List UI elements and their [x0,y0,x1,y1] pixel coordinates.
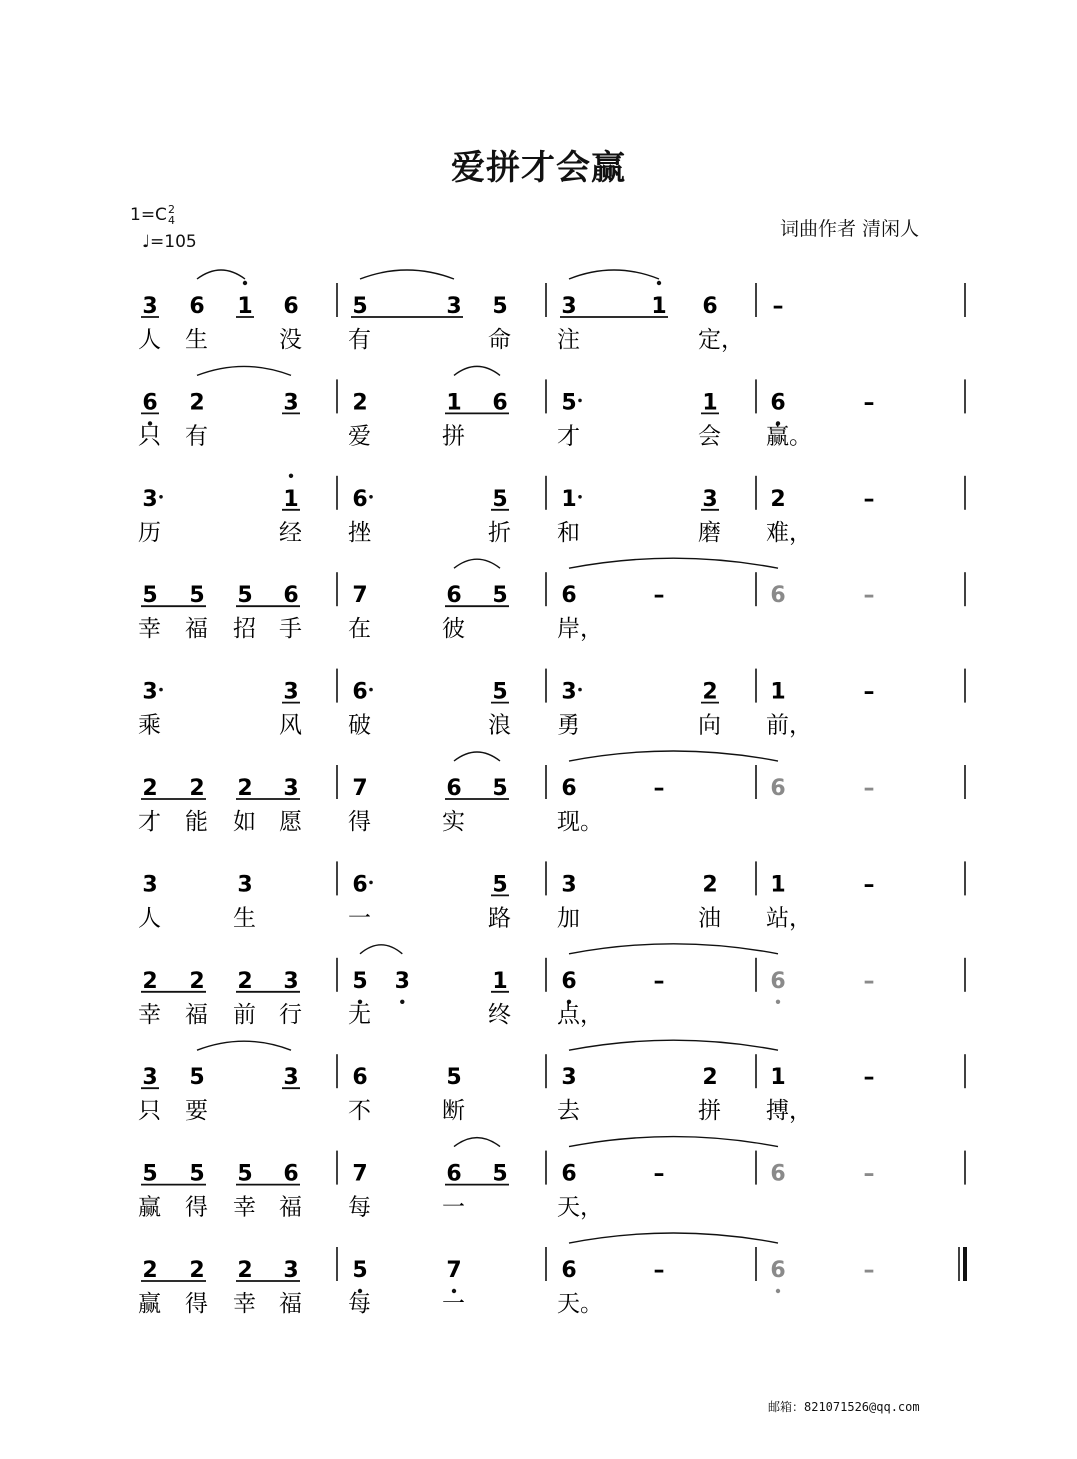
lyric: 天。 [557,1291,603,1317]
lyric: 拼 [442,423,465,450]
lyric: 愿 [279,809,302,835]
slur [197,1041,291,1050]
note: 5 [492,583,508,609]
lyric: 乘 [138,712,161,739]
note: 2 [237,1258,253,1283]
augmentation-dot [578,399,582,403]
note: 2 [770,486,786,512]
lyric: 幸 [138,616,161,643]
slur [454,1138,500,1147]
note: 1 [237,294,253,319]
time-numerator: 2 [167,203,175,216]
dash-note: – [653,968,665,994]
note: 5 [446,1065,462,1091]
note: 3 [142,872,158,898]
augmentation-dot [159,495,163,499]
dash-note: – [863,1258,875,1283]
dash-note: – [653,1258,665,1283]
note: 1 [651,294,667,319]
dash-note: – [863,776,875,801]
lyric: 幸 [233,1291,256,1317]
tie [569,1040,778,1050]
lyric: 注 [557,327,580,353]
lyric: 路 [488,905,511,932]
note: 3 [142,294,158,319]
tie [569,1137,778,1147]
score-row [138,861,965,931]
tempo-value: =105 [150,232,197,252]
note: 1 [770,1065,786,1091]
note: 3 [394,968,410,994]
note: 2 [352,390,368,416]
low-octave-dot [776,1000,780,1004]
note: 3 [237,872,253,898]
slur [454,752,500,761]
time-denominator: 4 [167,214,175,227]
note: 6 [770,1258,786,1283]
slur [197,270,245,279]
slur [454,559,500,568]
note: 6 [189,294,205,319]
lyric: 向 [698,712,721,739]
lyric: 历 [138,519,161,546]
lyric: 实 [442,809,465,835]
note: 2 [237,968,253,994]
composer-credit: 词曲作者 清闲人 [780,218,920,240]
lyric: 生 [185,327,208,353]
note: 5 [352,1258,368,1283]
lyric: 幸 [138,1001,161,1028]
lyric: 幸 [233,1194,256,1221]
note: 2 [142,968,158,994]
note: 6 [352,872,368,898]
note: 6 [702,294,718,319]
note: 1 [283,486,299,512]
lyric: 赢。 [766,423,812,450]
note: 6 [283,1161,299,1187]
lyric: 断 [442,1098,465,1125]
note: 3 [561,294,577,319]
lyric: 爱 [348,423,371,450]
note: 3 [283,679,299,705]
lyric: 天， [557,1194,603,1221]
lyric: 只 [138,1098,161,1125]
note: 3 [561,872,577,898]
lyric: 有 [348,327,371,353]
high-octave-dot [243,281,247,285]
lyric: 福 [185,616,208,643]
note: 5 [352,294,368,319]
note: 6 [352,679,368,705]
note: 5 [237,1161,253,1187]
tie [569,1233,778,1243]
note: 3 [561,1065,577,1091]
lyric: 拼 [698,1098,721,1125]
score-row [138,366,965,449]
slur [360,270,454,279]
dash-note: – [863,583,875,609]
note: 6 [770,583,786,609]
note: 5 [492,776,508,801]
note: 1 [702,390,718,416]
note: 1 [561,486,577,512]
note: 7 [352,776,368,801]
note: 2 [189,1258,205,1283]
note: 2 [142,776,158,801]
dash-note: – [653,776,665,801]
lyric: 如 [233,809,256,835]
lyric: 手 [279,616,302,643]
augmentation-dot [159,688,163,692]
slur [197,366,291,375]
note: 3 [702,486,718,512]
score-row [138,1040,965,1124]
dash-note: – [863,1161,875,1187]
score-row [138,944,965,1028]
note: 2 [189,968,205,994]
lyric: 浪 [488,712,511,739]
note: 6 [352,1065,368,1091]
note: 6 [561,1258,577,1283]
augmentation-dot [578,495,582,499]
lyric: 才 [557,423,580,450]
note: 6 [770,968,786,994]
note: 6 [283,294,299,319]
dash-note: – [863,872,875,898]
augmentation-dot [369,881,373,885]
score-row [138,669,965,739]
lyric: 搏， [766,1098,812,1125]
lyric: 赢 [138,1194,161,1221]
lyric: 破 [348,712,371,739]
lyric: 现。 [557,809,603,835]
lyric: 折 [488,519,511,546]
score-row [138,1137,965,1221]
lyric: 福 [279,1291,302,1317]
lyric: 磨 [698,519,721,546]
tie [569,558,778,568]
dash-note: – [863,486,875,512]
lyric: 会 [698,423,721,450]
note: 6 [446,1161,462,1187]
augmentation-dot [369,495,373,499]
score-row [138,1233,965,1317]
note: 5 [492,679,508,705]
lyric: 福 [279,1194,302,1221]
low-octave-dot [400,1000,404,1004]
quarter-note-icon: ♩ [142,232,151,252]
high-octave-dot [289,474,293,478]
note: 2 [702,872,718,898]
note: 7 [446,1258,462,1283]
lyric: 勇 [557,712,580,739]
lyric: 命 [488,327,511,353]
note: 6 [446,583,462,609]
lyric: 挫 [348,519,371,546]
lyric: 点， [557,1001,603,1028]
contact-email: 邮箱：821071526@qq.com [768,1400,920,1414]
score-row [138,558,965,642]
note: 5 [142,583,158,609]
score-row [138,474,965,546]
note: 2 [189,390,205,416]
note: 5 [492,486,508,512]
note: 2 [702,1065,718,1091]
augmentation-dot [578,688,582,692]
note: 3 [283,1258,299,1283]
slur [454,366,500,375]
note: 3 [283,390,299,416]
lyric: 有 [185,423,208,450]
note: 2 [189,776,205,801]
lyric: 赢 [138,1291,161,1317]
note: 7 [352,583,368,609]
note: 6 [283,583,299,609]
lyric: 要 [185,1098,208,1125]
lyric: 一 [442,1194,465,1221]
dash-note: – [863,679,875,705]
note: 3 [142,1065,158,1091]
lyric: 岸， [557,616,603,643]
note: 6 [770,390,786,416]
note: 5 [492,1161,508,1187]
lyric: 行 [279,1001,302,1028]
lyric: 不 [348,1098,371,1125]
note: 3 [561,679,577,705]
note: 5 [237,583,253,609]
note: 5 [492,294,508,319]
lyric: 难， [766,519,812,546]
note: 7 [352,1161,368,1187]
note: 5 [352,968,368,994]
lyric: 没 [279,327,302,353]
lyric: 无 [348,1001,371,1028]
dash-note: – [772,294,784,319]
dash-note: – [863,968,875,994]
lyric: 得 [348,809,371,835]
lyric: 才 [138,809,161,835]
lyric: 福 [185,1001,208,1028]
lyric: 得 [185,1194,208,1221]
dash-note: – [863,1065,875,1091]
lyric: 经 [279,519,302,546]
lyric: 人 [138,905,161,932]
lyric: 得 [185,1291,208,1317]
note: 3 [142,679,158,705]
note: 1 [492,968,508,994]
note: 6 [561,968,577,994]
note: 5 [492,872,508,898]
slur [360,945,402,954]
lyric: 一 [442,1291,465,1317]
lyric: 定， [698,327,744,353]
note: 3 [446,294,462,319]
score-row [138,270,965,353]
dash-note: – [653,583,665,609]
note: 1 [446,390,462,416]
note: 6 [770,776,786,801]
note: 3 [283,776,299,801]
note: 5 [561,390,577,416]
note: 6 [561,1161,577,1187]
tie [569,944,778,954]
note: 1 [770,872,786,898]
lyric: 招 [233,616,256,643]
note: 6 [352,486,368,512]
score-row [138,751,965,835]
lyric: 生 [233,905,256,932]
augmentation-dot [369,688,373,692]
note: 1 [770,679,786,705]
low-octave-dot [776,1289,780,1293]
lyric: 去 [557,1098,580,1125]
lyric: 前 [233,1001,256,1028]
note: 3 [142,486,158,512]
lyric: 彼 [442,616,465,643]
note: 2 [702,679,718,705]
lyric: 前， [766,712,812,739]
song-title: 爱拼才会赢 [451,148,626,188]
note: 6 [492,390,508,416]
note: 5 [142,1161,158,1187]
lyric: 每 [348,1194,371,1221]
note: 3 [283,968,299,994]
note: 2 [237,776,253,801]
note: 5 [189,1161,205,1187]
note: 3 [283,1065,299,1091]
note: 6 [446,776,462,801]
note: 5 [189,1065,205,1091]
slur [569,270,659,279]
key-label: 1=C [130,205,167,225]
lyric: 和 [557,519,580,546]
note: 6 [561,583,577,609]
tie [569,751,778,761]
lyric: 人 [138,327,161,353]
dash-note: – [863,390,875,416]
lyric: 加 [557,905,580,932]
lyric: 风 [279,712,302,739]
lyric: 在 [348,616,371,643]
lyric: 只 [138,423,161,450]
note: 6 [142,390,158,416]
lyric: 站， [766,905,812,932]
note: 2 [142,1258,158,1283]
dash-note: – [653,1161,665,1187]
lyric: 能 [185,809,208,835]
high-octave-dot [657,281,661,285]
note: 5 [189,583,205,609]
lyric: 油 [698,905,721,932]
lyric: 每 [348,1291,371,1317]
note: 6 [770,1161,786,1187]
lyric: 一 [348,905,371,932]
lyric: 终 [488,1001,511,1028]
note: 6 [561,776,577,801]
